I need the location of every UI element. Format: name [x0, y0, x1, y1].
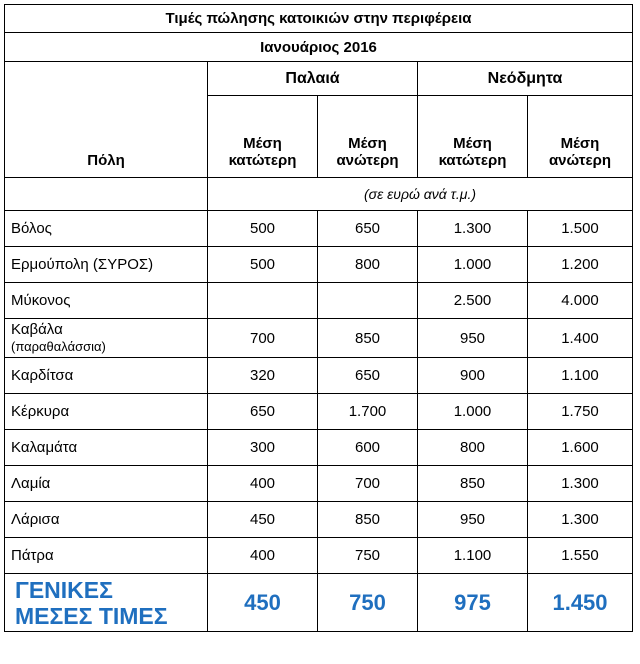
city-cell	[5, 319, 208, 358]
old-min-cell: 500	[208, 247, 318, 283]
new-min-cell: 1.000	[418, 394, 528, 430]
col-header-old-min	[208, 96, 318, 178]
unit-label: (σε ευρώ ανά τ.μ.)	[208, 178, 633, 211]
city-cell: Λαμία	[5, 466, 208, 502]
old-min-cell: 450	[208, 502, 318, 538]
new-max-cell: 1.600	[528, 430, 633, 466]
totals-label	[5, 574, 208, 632]
new-min-cell: 800	[418, 430, 528, 466]
table-month: Ιανουάριος 2016	[5, 33, 633, 62]
city-header-label: Πόλη	[87, 152, 125, 169]
city-cell: Ερμούπολη (ΣΥΡΟΣ)	[5, 247, 208, 283]
new-min-cell: 1.300	[418, 211, 528, 247]
group-header-new: Νεόδμητα	[418, 62, 633, 96]
city-cell: Λάρισα	[5, 502, 208, 538]
city-cell: Μύκονος	[5, 283, 208, 319]
old-max-cell: 850	[318, 502, 418, 538]
price-table	[4, 4, 633, 632]
col-header-new-max	[528, 96, 633, 178]
price-table-container	[4, 4, 633, 632]
col-header-old-max	[318, 96, 418, 178]
city-cell: Πάτρα	[5, 538, 208, 574]
old-min-cell: 500	[208, 211, 318, 247]
old-max-cell: 700	[318, 466, 418, 502]
city-column-header	[5, 62, 208, 178]
new-max-cell: 1.300	[528, 466, 633, 502]
totals-label-line: ΜΕΣΕΣ ΤΙΜΕΣ	[15, 602, 168, 629]
col-header-new-min	[418, 96, 528, 178]
new-max-cell: 1.100	[528, 358, 633, 394]
col-header-line: Μέση	[348, 135, 387, 152]
col-header-line: Μέση	[560, 135, 600, 152]
city-cell: Καλαμάτα	[5, 430, 208, 466]
old-min-cell: 400	[208, 538, 318, 574]
old-min-cell: 400	[208, 466, 318, 502]
old-min-cell: 700	[208, 319, 318, 358]
totals-label-line: ΓΕΝΙΚΕΣ	[15, 576, 113, 603]
total-old-min: 450	[208, 574, 318, 632]
old-min-cell: 650	[208, 394, 318, 430]
old-min-cell	[208, 283, 318, 319]
city-subtitle: (παραθαλάσσια)	[11, 339, 106, 354]
new-max-cell: 1.750	[528, 394, 633, 430]
new-max-cell: 1.400	[528, 319, 633, 358]
total-new-min: 975	[418, 574, 528, 632]
total-new-max: 1.450	[528, 574, 633, 632]
group-header-old: Παλαιά	[208, 62, 418, 96]
old-max-cell: 1.700	[318, 394, 418, 430]
table-title: Τιμές πώλησης κατοικιών στην περιφέρεια	[5, 5, 633, 33]
col-header-line: κατώτερη	[438, 152, 507, 169]
new-min-cell: 950	[418, 319, 528, 358]
old-max-cell: 600	[318, 430, 418, 466]
new-min-cell: 850	[418, 466, 528, 502]
old-min-cell: 300	[208, 430, 318, 466]
old-max-cell: 850	[318, 319, 418, 358]
new-min-cell: 2.500	[418, 283, 528, 319]
city-cell: Καρδίτσα	[5, 358, 208, 394]
col-header-line: ανώτερη	[336, 152, 399, 169]
new-min-cell: 1.100	[418, 538, 528, 574]
new-min-cell: 900	[418, 358, 528, 394]
old-max-cell: 650	[318, 358, 418, 394]
new-max-cell: 1.550	[528, 538, 633, 574]
old-max-cell: 750	[318, 538, 418, 574]
city-cell: Βόλος	[5, 211, 208, 247]
unit-row-blank	[5, 178, 208, 211]
col-header-line: Μέση	[243, 135, 282, 152]
old-max-cell	[318, 283, 418, 319]
new-min-cell: 1.000	[418, 247, 528, 283]
col-header-line: ανώτερη	[548, 152, 612, 169]
old-min-cell: 320	[208, 358, 318, 394]
col-header-line: κατώτερη	[228, 152, 297, 169]
new-max-cell: 1.500	[528, 211, 633, 247]
old-max-cell: 800	[318, 247, 418, 283]
new-max-cell: 1.200	[528, 247, 633, 283]
new-max-cell: 1.300	[528, 502, 633, 538]
new-max-cell: 4.000	[528, 283, 633, 319]
city-name: Καβάλα	[11, 321, 63, 338]
col-header-line: Μέση	[453, 135, 492, 152]
new-min-cell: 950	[418, 502, 528, 538]
total-old-max: 750	[318, 574, 418, 632]
old-max-cell: 650	[318, 211, 418, 247]
city-cell: Κέρκυρα	[5, 394, 208, 430]
